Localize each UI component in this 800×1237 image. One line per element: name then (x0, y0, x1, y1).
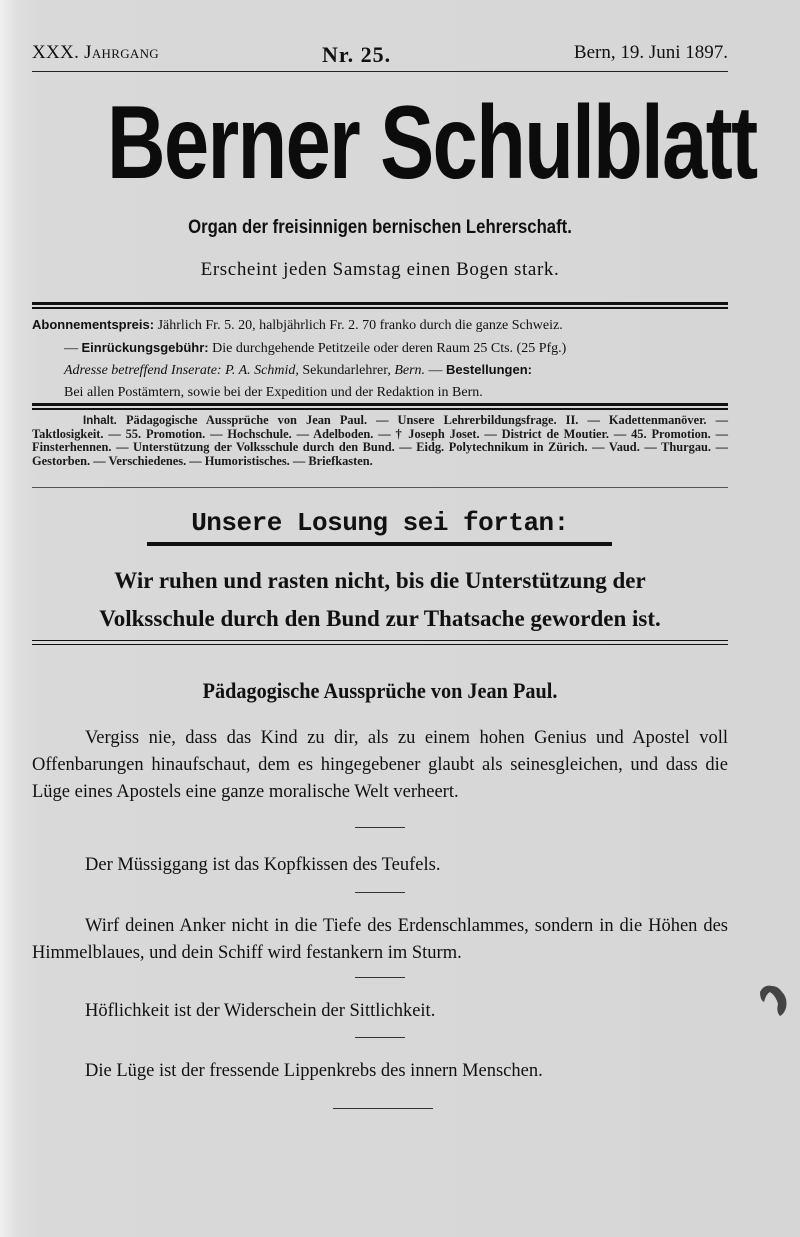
motto-line-2: Volksschule durch den Bund zur Thatsache geworden ist. (99, 606, 661, 631)
motto-line-1: Wir ruhen und rasten nicht, bis die Unterstützung der (114, 568, 646, 593)
ads-dash: — (428, 363, 443, 378)
quote-separator (355, 1037, 405, 1038)
fee-label: Einrückungsgebühr: (81, 339, 209, 355)
quote-text: Der Müssiggang ist das Kopfkissen des Teufels. (85, 855, 441, 875)
publication-frequency: Erscheint jeden Samstag einen Bogen stark. (200, 259, 560, 280)
ads-label: Adresse betreffend Inserate: (64, 363, 222, 378)
contents-label: Inhalt. (83, 415, 117, 427)
motto-heading: Unsere Losung sei fortan: (191, 508, 569, 538)
newspaper-subtitle: Organ der freisinnigen bernischen Lehrerschaft. (188, 217, 572, 238)
table-of-contents (32, 414, 728, 468)
price-label: Abonnementspreis: (32, 317, 155, 332)
issue-date: Bern, 19. Juni 1897. (573, 42, 728, 63)
quote-4 (32, 998, 728, 1025)
fee-text: Die durchgehende Petitzeile oder deren Raum 25 Cts. (25 Pfg.) (212, 340, 567, 356)
orders-label: Bestellungen: (446, 362, 533, 377)
quote-separator (355, 827, 405, 828)
quote-5 (32, 1058, 728, 1085)
ads-name: P. A. Schmid, (225, 363, 299, 378)
ads-role: Sekundarlehrer, (302, 363, 391, 378)
volume-label: XXX. Jahrgang (32, 42, 159, 63)
quote-text: Vergiss nie, dass das Kind zu dir, als zu einem hohen Genius und Apostel voll Offenbarungen hinaufschaut, dem es hingegebener glaubt als seinesgleichen, und dass die Lüge eines Apostels eine ganze moralische Welt verheert. (32, 728, 728, 802)
issue-number: Nr. 25. (322, 42, 392, 67)
price-text: Jährlich Fr. 5. 20, halbjährlich Fr. 2. 70 franko durch die ganze Schweiz. (157, 318, 563, 333)
contents-text: Pädagogische Aussprüche von Jean Paul. — Unsere Lehrerbildungsfrage. II. — Kadettenmanöver. — Taktlosigkeit. — 55. Promotion. — Hochschule. — Adelboden. — † Joseph Joset. — District de Moutier. — 45. Promotion. — Finsterhennen. — Unterstützung der Volksschule durch den Bund. — Eidg. Polytechnikum in Zürich. — Vaud. — Thurgau. — Gestorben. — Verschiedenes. — Humoristisches. — Briefkasten. (32, 413, 728, 468)
motto-underline (147, 542, 612, 546)
article-title: Pädagogische Aussprüche von Jean Paul. (202, 678, 558, 703)
motto-text (32, 562, 728, 638)
quote-1 (32, 725, 728, 805)
quote-separator (355, 892, 405, 893)
ads-city: Bern. (394, 363, 426, 378)
orders-text: Bei allen Postämtern, sowie bei der Expedition und der Redaktion in Bern. (64, 384, 483, 400)
motto-bottom-rule (32, 640, 728, 645)
article-end-rule (333, 1108, 433, 1109)
masthead-info-line (32, 42, 728, 68)
header-rule (32, 71, 728, 72)
ink-blot-mark (756, 982, 792, 1018)
divider-double-rule-2 (32, 403, 728, 410)
quote-3 (32, 913, 728, 967)
quote-text: Wirf deinen Anker nicht in die Tiefe des Erdenschlammes, sondern in die Höhen des Himmelblaues, und dein Schiff wird festankern im Sturm. (32, 916, 728, 963)
divider-double-rule (32, 302, 728, 309)
subscription-info (32, 314, 728, 403)
newspaper-title: Berner Schulblatt (107, 85, 757, 201)
fee-prefix: — (64, 340, 78, 356)
quote-text: Die Lüge ist der fressende Lippenkrebs des innern Menschen. (85, 1061, 543, 1081)
quote-2 (32, 852, 728, 879)
contents-rule (32, 487, 728, 488)
quote-text: Höflichkeit ist der Widerschein der Sittlichkeit. (85, 1001, 436, 1021)
quote-separator (355, 977, 405, 978)
